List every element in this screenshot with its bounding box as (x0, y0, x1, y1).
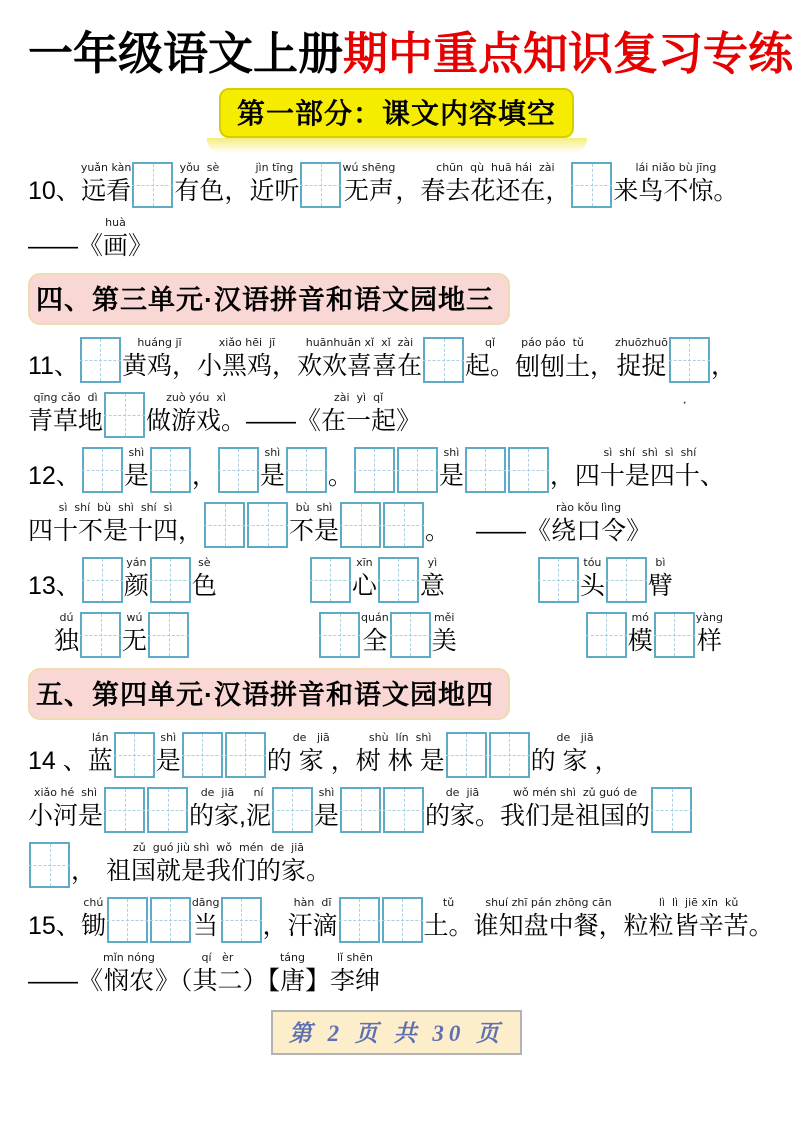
section-header: 四、第三单元·汉语拼音和语文园地三 (28, 273, 510, 325)
pinyin-label: qí èr (201, 951, 234, 965)
text-segment (192, 555, 217, 603)
text-segment (242, 965, 280, 998)
text-segment (28, 175, 81, 208)
hanzi-text: 头 (579, 572, 605, 601)
text-segment (297, 335, 422, 383)
part-header-glow (207, 138, 587, 153)
text-segment (54, 610, 79, 658)
worksheet-line (28, 728, 765, 778)
text-segment (628, 610, 653, 658)
pinyin-label: quán (361, 611, 389, 625)
character-box[interactable] (383, 787, 424, 833)
hanzi-text: 小河是 (28, 802, 104, 831)
pinyin-label: zǔ guó jiù shì wǒ mén de jiā (133, 841, 305, 855)
pinyin-label: shì (318, 786, 335, 800)
pinyin-label: páo páo tǔ (521, 336, 584, 350)
character-box[interactable] (606, 557, 647, 603)
text-segment (314, 785, 339, 833)
pinyin-label: zài yì qǐ (333, 391, 384, 405)
hanzi-text: ， (395, 177, 421, 206)
hanzi-text: 美 (431, 627, 457, 656)
hanzi-text: 悯农 (103, 967, 154, 996)
pinyin-label: sì shí bù shì shí sì (58, 501, 173, 515)
pinyin-label: yì (427, 556, 438, 570)
hanzi-text: ， (590, 352, 616, 381)
pinyin-label: lán (91, 731, 109, 745)
hanzi-text: ——《 (28, 967, 104, 996)
hanzi-text: 捉捉 (616, 352, 667, 381)
page-title (28, 26, 793, 82)
worksheet-line (28, 388, 765, 438)
character-box[interactable] (571, 162, 612, 208)
hanzi-text: ——《 (476, 517, 552, 546)
hanzi-text: 来鸟不惊。 (613, 177, 739, 206)
worksheet-line (28, 893, 774, 943)
hanzi-text: 10、 (28, 177, 81, 206)
pinyin-label: jìn tīng (255, 161, 294, 175)
character-box[interactable] (354, 447, 395, 493)
hanzi-text: 欢欢喜喜在 (296, 352, 422, 381)
text-segment (263, 910, 288, 943)
pinyin-label: táng (279, 951, 305, 965)
hanzi-text: 不是 (289, 517, 340, 546)
character-box[interactable] (104, 392, 145, 438)
hanzi-text: ）【 (242, 967, 280, 996)
character-box[interactable] (339, 897, 380, 943)
character-box[interactable] (148, 612, 189, 658)
text-segment (81, 160, 132, 208)
text-segment (103, 215, 128, 263)
text-segment (624, 895, 774, 943)
character-box[interactable] (651, 787, 692, 833)
part-one-header: 第一部分：课文内容填空 (219, 88, 574, 138)
character-box[interactable] (80, 612, 121, 658)
character-box[interactable] (378, 557, 419, 603)
hanzi-text: 粒粒皆辛苦。 (623, 912, 774, 941)
text-segment (28, 785, 103, 833)
hanzi-text: 的 家 ， (530, 747, 620, 776)
text-segment (224, 175, 249, 208)
text-segment (189, 785, 246, 833)
hanzi-text: 的家, (189, 802, 246, 831)
hanzi-text: 意 (419, 572, 445, 601)
hanzi-text: 其二 (192, 967, 243, 996)
hanzi-text: 小黑鸡， (196, 352, 297, 381)
text-segment (515, 335, 590, 383)
text-segment (246, 405, 321, 438)
hanzi-text: 模 (627, 627, 653, 656)
pinyin-label: tóu (583, 556, 602, 570)
worksheet-line (28, 333, 765, 383)
character-box[interactable] (669, 337, 710, 383)
hanzi-text: 汗滴 (287, 912, 338, 941)
hanzi-text: 。 (425, 517, 451, 546)
hanzi-text: 11、 (28, 352, 79, 381)
pinyin-label: xīn (356, 556, 373, 570)
hanzi-text: 黄鸡， (121, 352, 197, 381)
hanzi-text: 有色 (174, 177, 225, 206)
text-segment (420, 160, 570, 208)
hanzi-text: 是 (259, 462, 285, 491)
hanzi-text: 12、 (28, 462, 81, 491)
text-segment (432, 610, 457, 658)
character-box[interactable] (319, 612, 360, 658)
pinyin-label: shì (128, 446, 145, 460)
text-segment (305, 965, 330, 998)
hanzi-text: 颜 (123, 572, 149, 601)
text-segment (420, 555, 445, 603)
pinyin-label: huānhuān xǐ xǐ zài (305, 336, 414, 350)
text-segment (425, 785, 500, 833)
hanzi-text: 。 (327, 462, 353, 491)
hanzi-text: 泥 (245, 802, 271, 831)
text-segment (192, 460, 217, 493)
hanzi-text: 是 (313, 802, 339, 831)
character-box[interactable] (508, 447, 549, 493)
hanzi-text: 的家。 (425, 802, 501, 831)
worksheet-line (28, 553, 765, 603)
section-header: 五、第四单元·汉语拼音和语文园地四 (28, 668, 510, 720)
hanzi-text: 近听 (249, 177, 300, 206)
pinyin-label: shù lín shì (368, 731, 432, 745)
text-segment (396, 405, 421, 438)
pinyin-label: yǒu sè (179, 161, 220, 175)
pinyin-label: xiǎo hé shì (33, 786, 98, 800)
text-segment (580, 555, 605, 603)
page-number-footer: 第 2 页 共 30 页 (271, 1010, 522, 1055)
pinyin-label: lì lì jiē xīn kǔ (658, 896, 739, 910)
hanzi-text: 当 (193, 912, 219, 941)
character-box[interactable] (80, 337, 121, 383)
hanzi-text: ， (191, 462, 217, 491)
pinyin-label: rào kǒu lìng (556, 501, 622, 515)
character-box[interactable] (397, 447, 438, 493)
pinyin-label: bì (655, 556, 666, 570)
text-segment (28, 460, 81, 493)
text-segment (81, 895, 106, 943)
pinyin-label: lǐ shēn (336, 951, 374, 965)
worksheet-line (28, 443, 765, 493)
hanzi-text: 我们是祖国的 (500, 802, 651, 831)
pinyin-label: yuǎn kàn (80, 161, 132, 175)
text-segment (613, 160, 738, 208)
hanzi-text: 13、 (28, 572, 81, 601)
text-segment (424, 895, 474, 943)
hanzi-text: 无声 (343, 177, 394, 206)
page-title-red: 期中重点知识复习专练 (343, 28, 793, 79)
hanzi-text: ， (262, 912, 288, 941)
pinyin-label: de jiā (445, 786, 480, 800)
pinyin-label: de jiā (556, 731, 594, 745)
hanzi-text: 15、 (28, 912, 81, 941)
character-box[interactable] (340, 787, 381, 833)
pinyin-label: wú (126, 611, 143, 625)
character-box[interactable] (586, 612, 627, 658)
pinyin-label: chú (83, 896, 104, 910)
text-segment (260, 445, 285, 493)
pinyin-label: mó (631, 611, 649, 625)
character-box[interactable] (423, 337, 464, 383)
character-box[interactable] (272, 787, 313, 833)
hanzi-text: 》 (626, 517, 652, 546)
pinyin-label: yán (126, 556, 147, 570)
pinyin-label: shuí zhī pán zhōng cān (485, 896, 612, 910)
pinyin-label: huà (105, 216, 126, 230)
text-segment (465, 335, 515, 383)
character-box[interactable] (82, 447, 123, 493)
hanzi-text: 树 林 是 (355, 747, 445, 776)
pinyin-label: shì (264, 446, 281, 460)
text-segment (106, 840, 331, 888)
character-box[interactable] (383, 502, 424, 548)
pinyin-label: lái niǎo bù jīng (635, 161, 717, 175)
hanzi-text: ——《 (28, 232, 104, 261)
hanzi-text: 画 (103, 232, 129, 261)
text-segment (146, 390, 246, 438)
pinyin-label: de jiā (200, 786, 235, 800)
text-segment (124, 445, 149, 493)
text-segment (103, 950, 155, 998)
pinyin-label: qǐ (484, 336, 496, 350)
character-box[interactable] (310, 557, 351, 603)
hanzi-text: 做游戏。 (146, 407, 247, 436)
hanzi-text: ， (710, 352, 736, 381)
text-segment (71, 855, 96, 888)
hanzi-text: 14 、 (28, 747, 88, 776)
text-segment (122, 610, 147, 658)
text-segment (356, 730, 445, 778)
hanzi-text: 祖国就是我们的家。 (106, 857, 332, 886)
text-segment (124, 555, 149, 603)
character-box[interactable] (132, 162, 173, 208)
hanzi-text: 远看 (81, 177, 132, 206)
text-segment (28, 500, 203, 548)
text-segment (192, 895, 220, 943)
worksheet-line (28, 838, 765, 888)
pinyin-label: ní (253, 786, 264, 800)
text-segment (342, 160, 395, 208)
pinyin-label: hàn dī (293, 896, 332, 910)
hanzi-text: 是 (123, 462, 149, 491)
hanzi-text: 锄 (80, 912, 106, 941)
hanzi-text: 的 家 ， (266, 747, 356, 776)
hanzi-text: 土。 (423, 912, 474, 941)
text-segment (615, 335, 668, 383)
text-segment (28, 350, 79, 383)
text-segment (590, 350, 615, 383)
hanzi-text: 刨刨土 (515, 352, 591, 382)
character-box[interactable] (286, 447, 327, 493)
text-segment (321, 390, 396, 438)
character-box[interactable] (247, 502, 288, 548)
text-segment (28, 965, 103, 998)
hanzi-text: 蓝 (87, 747, 113, 776)
pinyin-label: měi (433, 611, 455, 625)
hanzi-text: 李绅 (330, 967, 381, 996)
hanzi-text: 是 (155, 747, 181, 776)
pinyin-label: mǐn nóng (103, 951, 155, 965)
character-box[interactable] (114, 732, 155, 778)
text-segment (395, 175, 420, 208)
text-segment (122, 335, 197, 383)
text-segment (476, 515, 551, 548)
text-segment (696, 610, 723, 658)
stray-dot-mark: · (682, 394, 688, 411)
pinyin-label: shì (443, 446, 460, 460)
text-segment (330, 950, 380, 998)
worksheet-line (28, 783, 765, 833)
hanzi-text: 绕口令 (551, 517, 627, 546)
character-box[interactable] (390, 612, 431, 658)
pinyin-label: yàng (695, 611, 723, 625)
text-segment (155, 965, 193, 998)
hanzi-text: 》 (128, 232, 154, 261)
page-title-black: 一年级语文上册 (28, 28, 344, 79)
pinyin-label: bù shì (295, 501, 333, 515)
character-box[interactable] (218, 447, 259, 493)
pinyin-label: huáng jī (137, 336, 182, 350)
hanzi-text: 心 (351, 572, 377, 601)
character-box[interactable] (107, 897, 148, 943)
pinyin-label: zhuōzhuō (615, 336, 668, 350)
hanzi-text: 在一起 (321, 407, 397, 436)
worksheet-line (28, 213, 765, 263)
pinyin-label: tǔ (442, 896, 455, 910)
worksheet-body (28, 158, 774, 998)
text-segment (28, 390, 103, 438)
character-box[interactable] (340, 502, 381, 548)
character-box[interactable] (489, 732, 530, 778)
hanzi-text: 样 (696, 627, 722, 656)
text-segment (197, 335, 297, 383)
character-box[interactable] (150, 897, 191, 943)
pinyin-label: sè (198, 556, 211, 570)
hanzi-text: 》 (396, 407, 422, 436)
worksheet-line (28, 948, 765, 998)
pinyin-label: dāng (191, 896, 220, 910)
pinyin-label: dú (59, 611, 74, 625)
pinyin-label: chūn qù huā hái zài (436, 161, 555, 175)
text-segment (648, 555, 673, 603)
hanzi-text: 青草地 (28, 407, 104, 436)
character-box[interactable] (465, 447, 506, 493)
text-segment (267, 730, 356, 778)
text-segment (28, 745, 88, 778)
text-segment (88, 730, 113, 778)
text-segment (280, 950, 305, 998)
pinyin-label: qīng cǎo dì (33, 391, 98, 405)
text-segment (156, 730, 181, 778)
text-segment (289, 500, 339, 548)
character-box[interactable] (150, 447, 191, 493)
hanzi-text: 臂 (647, 572, 673, 601)
text-segment (550, 460, 575, 493)
hanzi-text: 春去花还在， (420, 177, 571, 206)
hanzi-text: ， (224, 177, 250, 206)
hanzi-text: 谁知盘中餐， (473, 912, 624, 941)
text-segment (361, 610, 389, 658)
character-box[interactable] (446, 732, 487, 778)
pinyin-label: shì (160, 731, 177, 745)
pinyin-label: wǒ mén shì zǔ guó de (512, 786, 638, 800)
hanzi-text: 全 (362, 627, 388, 656)
text-segment (439, 445, 464, 493)
hanzi-text: 起。 (465, 352, 516, 381)
hanzi-text: 独 (54, 627, 80, 656)
hanzi-text: 四十是四十、 (574, 462, 725, 491)
text-segment (28, 570, 81, 603)
character-box[interactable] (654, 612, 695, 658)
text-segment (249, 160, 299, 208)
character-box[interactable] (104, 787, 145, 833)
text-segment (28, 230, 103, 263)
character-box[interactable] (382, 897, 423, 943)
hanzi-text: 》（ (154, 967, 193, 996)
character-box[interactable] (182, 732, 223, 778)
text-segment (551, 500, 626, 548)
hanzi-text: 唐 (279, 967, 305, 996)
character-box[interactable] (82, 557, 123, 603)
pinyin-label: zuò yóu xì (166, 391, 226, 405)
worksheet-line (28, 608, 765, 658)
character-box[interactable] (221, 897, 262, 943)
hanzi-text: 是 (438, 462, 464, 491)
text-segment (626, 515, 651, 548)
hanzi-text: ， (71, 857, 97, 886)
character-box[interactable] (204, 502, 245, 548)
character-box[interactable] (150, 557, 191, 603)
text-segment (174, 160, 224, 208)
text-segment (288, 895, 338, 943)
text-segment (192, 950, 242, 998)
hanzi-text: 】 (304, 967, 330, 996)
character-box[interactable] (300, 162, 341, 208)
text-segment (328, 460, 353, 493)
character-box[interactable] (147, 787, 188, 833)
text-segment (474, 895, 624, 943)
hanzi-text: ——《 (246, 407, 322, 436)
hanzi-text: 四十不是十四， (28, 517, 204, 546)
text-segment (711, 350, 736, 383)
worksheet-line (28, 158, 765, 208)
hanzi-text: 无 (122, 627, 148, 656)
pinyin-label: xiǎo hēi jī (218, 336, 276, 350)
text-segment (425, 515, 450, 548)
text-segment (352, 555, 377, 603)
hanzi-text: 色 (191, 572, 217, 601)
hanzi-text: ， (549, 462, 575, 491)
pinyin-label: sì shí shì sì shí (603, 446, 697, 460)
text-segment (246, 785, 271, 833)
character-box[interactable] (225, 732, 266, 778)
character-box[interactable] (29, 842, 70, 888)
text-segment (128, 230, 153, 263)
pinyin-label: de jiā (292, 731, 330, 745)
worksheet-line (28, 498, 765, 548)
text-segment (575, 445, 725, 493)
text-segment (500, 785, 650, 833)
text-segment (28, 910, 81, 943)
pinyin-label: wú shēng (342, 161, 396, 175)
text-segment (531, 730, 620, 778)
character-box[interactable] (538, 557, 579, 603)
